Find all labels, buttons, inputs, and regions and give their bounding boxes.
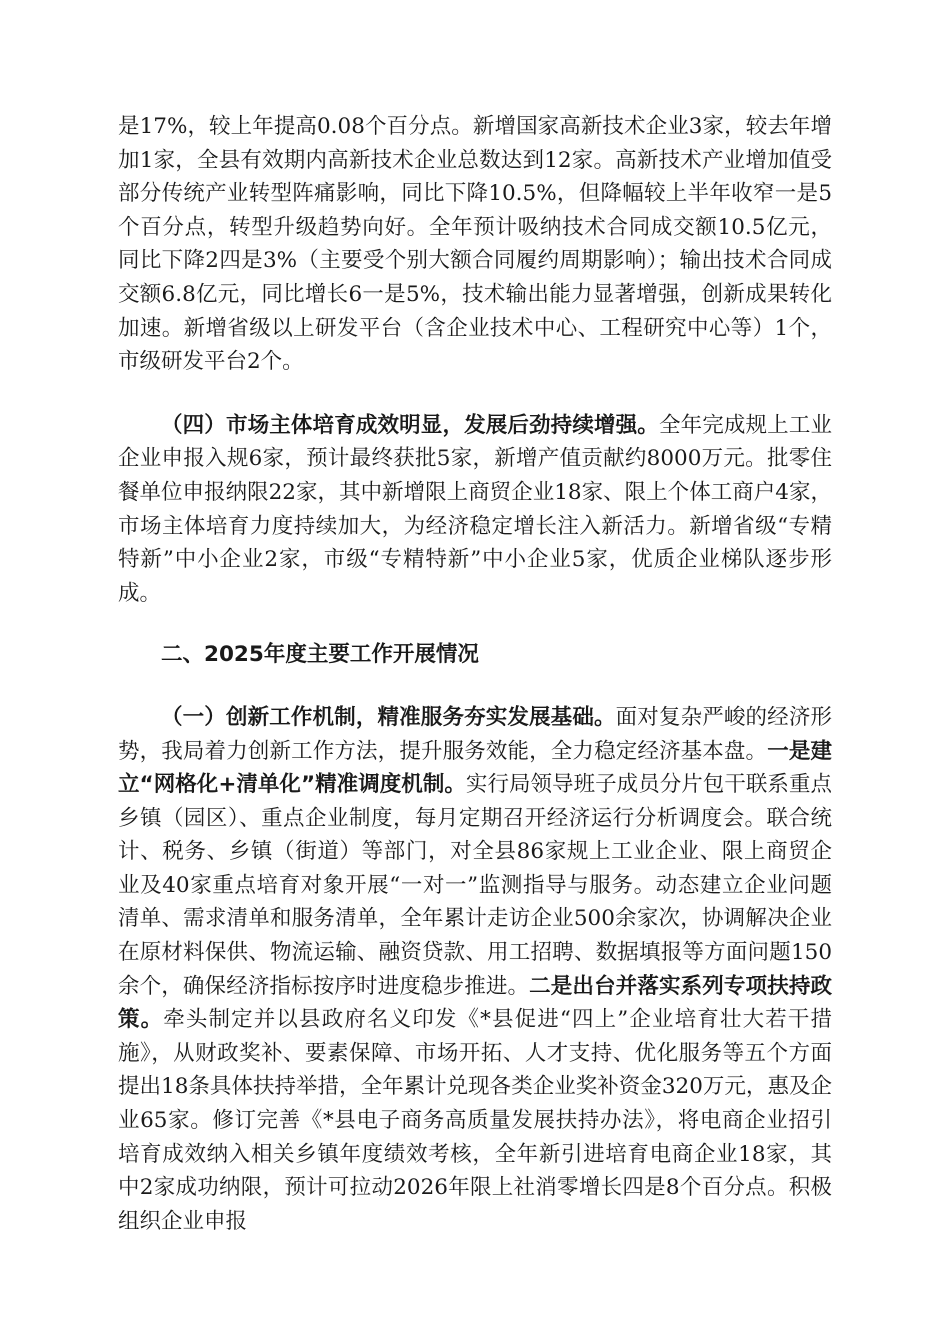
paragraph-text: 全年完成规上工业企业申报入规6家，预计最终获批5家，新增产值贡献约8000万元。批零住餐单位申报纳限22家，其中新增限上商贸企业18家、限上个体工商户4家，市场主体培育力度持续加大，为经济稳定增长注入新活力。新增省级“专精特新”中小企业2家，市级“专精特新”中小企业5家，优质企业梯队逐步形成。 [118,412,832,606]
paragraph-text: 实行局领导班子成员分片包干联系重点乡镇（园区）、重点企业制度，每月定期召开经济运行分析调度会。联合统计、税务、乡镇（街道）等部门，对全县86家规上工业企业、限上商贸企业及40家重点培育对象开展“一对一”监测指导与服务。动态建立企业问题清单、需求清单和服务清单，全年累计走访企业500余家次，协调解决企业在原材料保供、物流运输、融资贷款、用工招聘、数据填报等方面问题150余个，确保经济指标按序时进度稳步推进。 [118,772,832,999]
section-heading: 二、2025年度主要工作开展情况 [161,642,479,668]
paragraph-lead-heading: （一）创新工作机制，精准服务夯实发展基础。 [161,704,616,730]
paragraph-text: 牵头制定并以县政府名义印发《*县促进“四上”企业培育壮大若干措施》，从财政奖补、要素保障、市场开拓、人才支持、优化服务等五个方面提出18条具体扶持举措，全年累计兑现各类企业奖补资金320万元，惠及企业65家。修订完善《*县电子商务高质量发展扶持办法》，将电商企业招引培育成效纳入相关乡镇年度绩效考核，全年新引进培育电商企业18家，其中2家成功纳限，预计可拉动2026年限上社消零增长四是8个百分点。积极组织企业申报 [118,1007,832,1234]
paragraph-subpoint-heading: 一是建立“网格化+清单化”精准调度机制。 [118,738,832,798]
paragraph-lead-heading: （四）市场主体培育成效明显，发展后劲持续增强。 [161,412,659,438]
paragraph-work-mechanism [118,701,832,1239]
paragraph-subpoint-heading: 二是出台并落实系列专项扶持政策。 [118,973,832,1033]
paragraph-text: 是17%，较上年提高0.08个百分点。新增国家高新技术企业3家，较去年增加1家，全县有效期内高新技术企业总数达到12家。高新技术产业增加值受部分传统产业转型阵痛影响，同比下降10.5%，但降幅较上半年收窄一是5个百分点，转型升级趋势向好。全年预计吸纳技术合同成交额10.5亿元，同比下降2四是3%（主要受个别大额合同履约周期影响）；输出技术合同成交额6.8亿元，同比增长6一是5%，技术输出能力显著增强，创新成果转化加速。新增省级以上研发平台（含企业技术中心、工程研究中心等）1个，市级研发平台2个。 [118,114,832,375]
paragraph-market-entities [118,409,832,611]
paragraph-tech-indicators [118,110,832,379]
paragraph-text: 面对复杂严峻的经济形势，我局着力创新工作方法，提升服务效能，全力稳定经济基本盘。 [118,704,832,764]
